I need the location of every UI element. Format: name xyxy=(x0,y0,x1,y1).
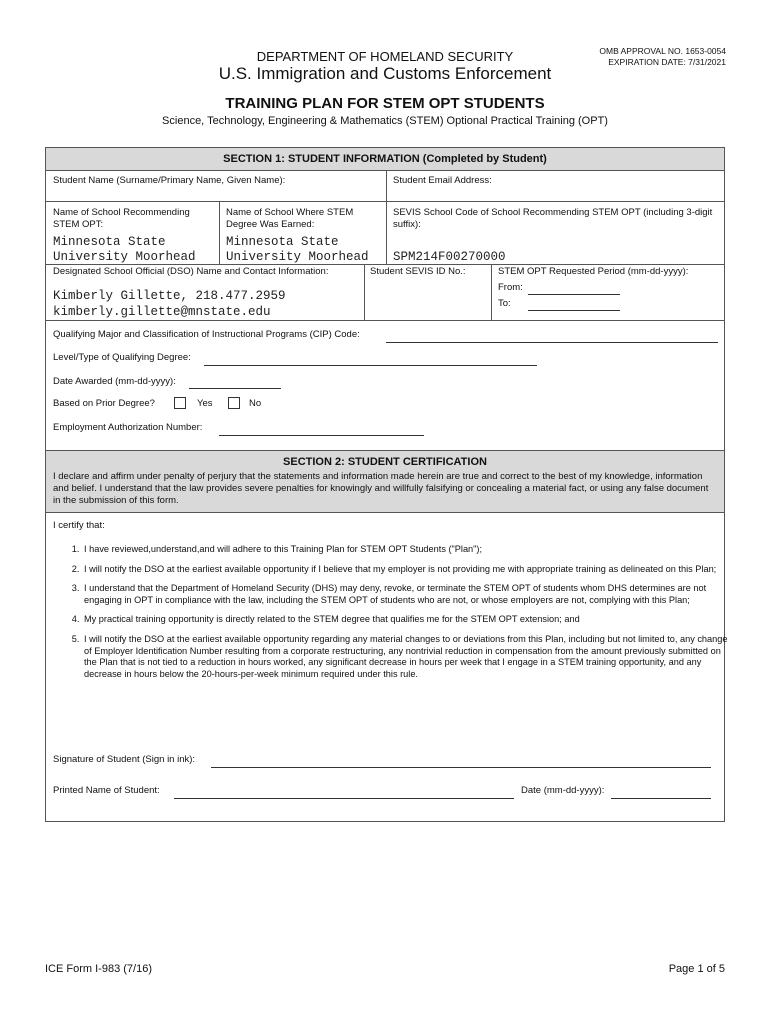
prior-degree-yes-checkbox[interactable] xyxy=(174,397,186,409)
section1-title: SECTION 1: STUDENT INFORMATION (Completed by Student) xyxy=(223,153,547,165)
certify-intro: I certify that: xyxy=(53,520,105,531)
section2-header xyxy=(46,450,724,513)
department-text: DEPARTMENT OF HOMELAND SECURITY xyxy=(256,49,514,64)
no-label: No xyxy=(249,398,262,409)
date-awarded-field[interactable] xyxy=(189,388,281,389)
printed-name-label: Printed Name of Student: xyxy=(53,785,160,796)
degree-school-value-line2[interactable]: University Moorhead xyxy=(226,250,369,264)
certification-item-1: 1. I have reviewed,understand,and will adhere to this Training Plan for STEM OPT Students ("Plan"); xyxy=(82,544,730,556)
printed-name-field[interactable] xyxy=(174,798,514,799)
yes-label: Yes xyxy=(197,398,213,409)
sevis-code-value[interactable]: SPM214F00270000 xyxy=(393,250,506,264)
dso-label: Designated School Official (DSO) Name and Contact Information: xyxy=(53,266,329,277)
date-awarded-label: Date Awarded (mm-dd-yyyy): xyxy=(53,376,176,387)
ead-field[interactable] xyxy=(219,435,424,436)
prior-degree-no-checkbox[interactable] xyxy=(228,397,240,409)
divider xyxy=(46,320,724,321)
divider xyxy=(386,201,387,264)
signature-date-field[interactable] xyxy=(611,798,711,799)
recommending-school-value-line2[interactable]: University Moorhead xyxy=(53,250,196,264)
omb-approval: OMB APPROVAL NO. 1653-0054 xyxy=(599,46,726,56)
signature-label: Signature of Student (Sign in ink): xyxy=(53,754,196,765)
section2-title: SECTION 2: STUDENT CERTIFICATION xyxy=(283,456,487,468)
student-email-label: Student Email Address: xyxy=(393,175,492,186)
form-title: TRAINING PLAN FOR STEM OPT STUDENTS xyxy=(225,95,545,112)
certification-item-4: 4. My practical training opportunity is directly related to the STEM degree that qualifies me for the STEM OPT extension; and xyxy=(82,614,730,626)
degree-school-label: Name of School Where STEM Degree Was Earned: xyxy=(226,207,354,230)
from-date-field[interactable] xyxy=(528,294,620,295)
expiration-date: EXPIRATION DATE: 7/31/2021 xyxy=(608,57,726,67)
page-number: Page 1 of 5 xyxy=(668,963,725,975)
signature-field[interactable] xyxy=(211,767,711,768)
degree-school-value-line1[interactable]: Minnesota State xyxy=(226,235,339,249)
certification-item-2: 2. I will notify the DSO at the earliest available opportunity if I believe that my employer is not providing me with appropriate training as delineated on this Plan; xyxy=(82,564,730,576)
divider xyxy=(386,171,387,202)
degree-level-field[interactable] xyxy=(204,365,537,366)
divider xyxy=(364,264,365,320)
agency-heading: U.S. Immigration and Customs Enforcement xyxy=(218,64,552,83)
degree-level-label: Level/Type of Qualifying Degree: xyxy=(53,352,191,363)
omb-block xyxy=(599,46,726,68)
student-name-label: Student Name (Surname/Primary Name, Given Name): xyxy=(53,175,286,186)
cip-field[interactable] xyxy=(386,342,718,343)
dso-contact-line2[interactable]: kimberly.gillette@mnstate.edu xyxy=(53,305,271,319)
sevis-code-label: SEVIS School Code of School Recommending STEM OPT (including 3-digit suffix): xyxy=(393,207,713,230)
divider xyxy=(46,264,724,265)
divider xyxy=(219,201,220,264)
form-subtitle: Science, Technology, Engineering & Mathematics (STEM) Optional Practical Training (OPT) xyxy=(162,115,608,127)
divider xyxy=(46,201,724,202)
to-label: To: xyxy=(498,298,511,309)
recommending-school-label: Name of School Recommending STEM OPT: xyxy=(53,207,190,230)
form-body xyxy=(45,147,728,822)
period-label: STEM OPT Requested Period (mm-dd-yyyy): xyxy=(498,266,689,277)
form-id: ICE Form I-983 (7/16) xyxy=(45,963,152,975)
recommending-school-value-line1[interactable]: Minnesota State xyxy=(53,235,166,249)
sevis-id-label: Student SEVIS ID No.: xyxy=(370,266,466,277)
certification-item-3: 3. I understand that the Department of Homeland Security (DHS) may deny, revoke, or terminate the STEM OPT of students whom DHS determines are not engaging in OPT in compliance with the law, including the STEM OPT of students who are not, or whose employers are not, complying with this Plan; xyxy=(82,583,730,606)
signature-date-label: Date (mm-dd-yyyy): xyxy=(521,785,605,796)
declaration-text: I declare and affirm under penalty of perjury that the statements and information made herein are true and correct to the best of my knowledge, information and belief. I understand that the law provides severe penalties for knowingly and willfully falsifying or concealing a material fact, or using any false document in the submission of this form. xyxy=(53,471,709,506)
ead-label: Employment Authorization Number: xyxy=(53,422,203,433)
dso-contact-line1[interactable]: Kimberly Gillette, 218.477.2959 xyxy=(53,289,286,303)
prior-degree-label: Based on Prior Degree? xyxy=(53,398,155,409)
cip-label: Qualifying Major and Classification of Instructional Programs (CIP) Code: xyxy=(53,329,360,340)
certification-list xyxy=(56,544,730,688)
section1-header xyxy=(46,148,724,171)
certification-item-5: 5. I will notify the DSO at the earliest available opportunity regarding any material changes to or deviations from this Plan, including but not limited to, any change of Employer Identification Number resulting from a corporate restructuring, any nontrivial reduction in compensation from the amount previously submitted on the Plan that is not tied to a reduction in hours worked, any significant decrease in hours per week that I engage in a STEM training opportunity, and any decrease in hours below the 20-hours-per-week minimum required under this rule. xyxy=(82,634,730,680)
from-label: From: xyxy=(498,282,523,293)
divider xyxy=(491,264,492,320)
to-date-field[interactable] xyxy=(528,310,620,311)
